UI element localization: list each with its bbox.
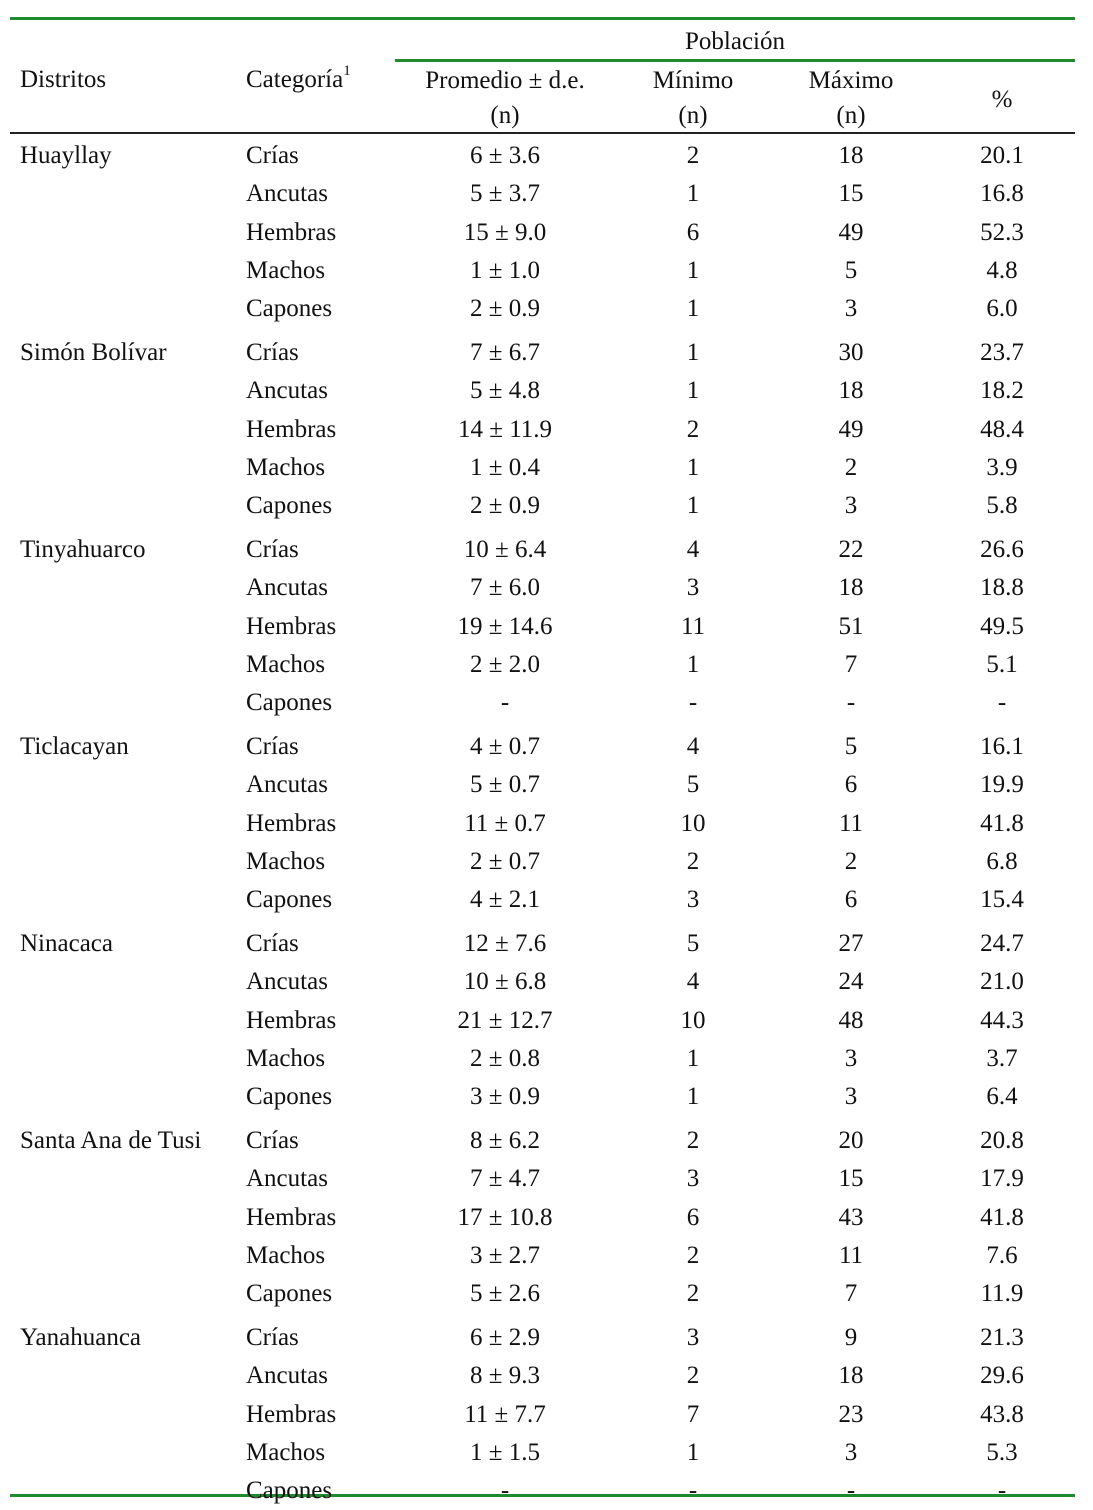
table-row — [0, 569, 1093, 607]
cell-maximo: 49 — [838, 415, 864, 443]
cell-minimo: 2 — [686, 1127, 700, 1154]
cell-promedio: 1 ± 1.0 — [470, 256, 540, 284]
cell-categoria: Capones — [246, 1083, 333, 1111]
cell-minimo: 1 — [686, 295, 700, 323]
cell-percent: 20.8 — [980, 1127, 1024, 1154]
cell-minimo: 5 — [686, 930, 700, 957]
cell-minimo: 6 — [686, 218, 700, 246]
cell-maximo: 9 — [844, 1324, 858, 1351]
table-row — [0, 372, 1093, 410]
cell-percent: 43.8 — [980, 1400, 1024, 1428]
cell-categoria: Machos — [246, 256, 326, 284]
cell-minimo: 6 — [686, 1203, 700, 1231]
cell-promedio: 6 ± 2.9 — [470, 1324, 540, 1351]
cell-maximo: 20 — [838, 1127, 864, 1154]
cell-promedio: 3 ± 0.9 — [470, 1083, 540, 1111]
cell-district: Ticlacayan — [20, 733, 129, 760]
cell-categoria: Capones — [246, 1477, 333, 1505]
cell-maximo: 18 — [838, 377, 864, 405]
cell-percent: 16.8 — [980, 180, 1024, 208]
header-categoria-label: Categoría — [246, 66, 344, 93]
header-promedio-n: (n) — [490, 102, 520, 129]
cell-categoria: Ancutas — [246, 377, 328, 405]
cell-categoria: Ancutas — [246, 180, 328, 208]
table-row — [0, 252, 1093, 290]
cell-percent: 4.8 — [986, 256, 1018, 284]
cell-promedio: 3 ± 2.7 — [470, 1241, 540, 1269]
cell-categoria: Crías — [246, 1127, 299, 1154]
cell-maximo: 3 — [844, 295, 858, 323]
cell-categoria: Crías — [246, 930, 299, 957]
cell-percent: 29.6 — [980, 1362, 1024, 1390]
cell-maximo: 15 — [838, 1165, 864, 1193]
cell-district: Santa Ana de Tusi — [20, 1127, 202, 1154]
cell-categoria: Machos — [246, 453, 326, 481]
cell-minimo: 10 — [680, 809, 706, 837]
cell-minimo: 3 — [686, 574, 700, 602]
cell-minimo: 1 — [686, 339, 700, 366]
cell-promedio: 4 ± 0.7 — [470, 733, 540, 760]
table-row — [0, 646, 1093, 684]
cell-minimo: 1 — [686, 453, 700, 481]
cell-minimo: 1 — [686, 1044, 700, 1072]
cell-promedio: 7 ± 6.0 — [470, 574, 540, 602]
cell-categoria: Crías — [246, 733, 299, 760]
cell-maximo: 7 — [844, 1280, 858, 1308]
cell-categoria: Ancutas — [246, 574, 328, 602]
cell-minimo: 1 — [686, 256, 700, 284]
cell-categoria: Crías — [246, 536, 299, 563]
cell-minimo: 1 — [686, 180, 700, 208]
header-categoria-footnote: 1 — [343, 63, 351, 79]
cell-minimo: 11 — [680, 612, 706, 640]
cell-categoria: Machos — [246, 1241, 326, 1269]
table-row — [0, 487, 1093, 525]
cell-promedio: 2 ± 0.9 — [470, 492, 540, 520]
cell-promedio: 15 ± 9.0 — [463, 218, 547, 246]
cell-percent: 5.8 — [986, 492, 1018, 520]
cell-maximo: 23 — [838, 1400, 864, 1428]
cell-maximo: 7 — [844, 650, 858, 678]
cell-minimo: 1 — [686, 650, 700, 678]
cell-percent: 6.8 — [986, 847, 1018, 875]
cell-categoria: Capones — [246, 1280, 333, 1308]
cell-categoria: Ancutas — [246, 1165, 328, 1193]
table-row — [0, 1199, 1093, 1237]
cell-categoria: Hembras — [246, 1400, 337, 1428]
cell-percent: 18.8 — [980, 574, 1024, 602]
cell-promedio: 14 ± 11.9 — [457, 415, 553, 443]
cell-promedio: 10 ± 6.8 — [463, 968, 547, 996]
table-row — [0, 1319, 1093, 1357]
cell-maximo: 22 — [838, 536, 864, 563]
table-row — [0, 531, 1093, 569]
cell-categoria: Hembras — [246, 612, 337, 640]
cell-categoria: Machos — [246, 1438, 326, 1466]
table-row — [0, 1357, 1093, 1395]
cell-percent: 24.7 — [980, 930, 1024, 957]
header-minimo-n: (n) — [678, 102, 708, 129]
cell-percent: 23.7 — [980, 339, 1024, 366]
cell-categoria: Capones — [246, 492, 333, 520]
cell-promedio: 19 ± 14.6 — [457, 612, 553, 640]
cell-categoria: Crías — [246, 339, 299, 366]
cell-categoria: Hembras — [246, 415, 337, 443]
cell-district: Huayllay — [20, 142, 112, 169]
cell-district: Yanahuanca — [20, 1324, 142, 1351]
header-promedio: Promedio ± d.e. — [425, 67, 585, 94]
table-row — [0, 175, 1093, 213]
cell-categoria: Crías — [246, 1324, 299, 1351]
cell-percent: 15.4 — [980, 886, 1024, 914]
cell-district: Simón Bolívar — [20, 339, 167, 366]
table-row — [0, 1434, 1093, 1472]
cell-percent: 11.9 — [980, 1280, 1024, 1308]
table-row — [0, 766, 1093, 804]
cell-promedio: - — [500, 689, 510, 717]
table-row — [0, 1472, 1093, 1510]
cell-maximo: 15 — [838, 180, 864, 208]
cell-minimo: 4 — [686, 968, 700, 996]
cell-maximo: 5 — [844, 733, 858, 760]
cell-categoria: Hembras — [246, 1006, 337, 1034]
header-distritos: Distritos — [20, 66, 107, 93]
cell-maximo: 18 — [838, 1362, 864, 1390]
cell-promedio: 2 ± 2.0 — [470, 650, 540, 678]
cell-percent: 17.9 — [980, 1165, 1024, 1193]
cell-promedio: 12 ± 7.6 — [463, 930, 547, 957]
cell-promedio: 11 ± 0.7 — [464, 809, 546, 837]
cell-minimo: 1 — [686, 492, 700, 520]
cell-minimo: 2 — [686, 1241, 700, 1269]
cell-district: Tinyahuarco — [20, 536, 146, 563]
cell-maximo: 2 — [844, 847, 858, 875]
cell-promedio: - — [500, 1477, 510, 1505]
cell-minimo: 1 — [686, 377, 700, 405]
cell-percent: - — [997, 1477, 1007, 1505]
cell-percent: - — [997, 689, 1007, 717]
cell-categoria: Capones — [246, 295, 333, 323]
cell-categoria: Ancutas — [246, 771, 328, 799]
cell-minimo: 2 — [686, 1362, 700, 1390]
cell-maximo: 2 — [844, 453, 858, 481]
cell-percent: 6.0 — [986, 295, 1018, 323]
cell-maximo: 3 — [844, 492, 858, 520]
cell-categoria: Capones — [246, 886, 333, 914]
cell-percent: 49.5 — [980, 612, 1024, 640]
cell-categoria: Machos — [246, 650, 326, 678]
cell-maximo: 43 — [838, 1203, 864, 1231]
cell-percent: 3.9 — [986, 453, 1018, 481]
cell-percent: 18.2 — [980, 377, 1024, 405]
table-row — [0, 1122, 1093, 1160]
cell-minimo: 1 — [686, 1083, 700, 1111]
table-row — [0, 1237, 1093, 1275]
cell-promedio: 5 ± 0.7 — [470, 771, 540, 799]
table-row — [0, 1160, 1093, 1198]
cell-percent: 7.6 — [986, 1241, 1018, 1269]
cell-promedio: 2 ± 0.8 — [470, 1044, 540, 1072]
table-row — [0, 1275, 1093, 1313]
cell-promedio: 6 ± 3.6 — [470, 142, 540, 169]
cell-maximo: 30 — [838, 339, 864, 366]
cell-maximo: 48 — [838, 1006, 864, 1034]
cell-maximo: 3 — [844, 1044, 858, 1072]
top-rule — [10, 17, 1075, 20]
cell-percent: 5.1 — [986, 650, 1018, 678]
header-poblacion: Población — [685, 28, 785, 55]
table-row — [0, 925, 1093, 963]
cell-maximo: 6 — [844, 886, 858, 914]
cell-minimo: 4 — [686, 733, 700, 760]
cell-categoria: Hembras — [246, 809, 337, 837]
table-row — [0, 137, 1093, 175]
table-row — [0, 334, 1093, 372]
header-minimo: Mínimo — [652, 67, 734, 94]
cell-categoria: Ancutas — [246, 1362, 328, 1390]
cell-minimo: 3 — [686, 886, 700, 914]
cell-maximo: - — [846, 689, 856, 717]
cell-promedio: 17 ± 10.8 — [457, 1203, 553, 1231]
cell-promedio: 8 ± 6.2 — [470, 1127, 540, 1154]
header-categoria — [246, 65, 351, 95]
cell-percent: 41.8 — [980, 809, 1024, 837]
cell-percent: 19.9 — [980, 771, 1024, 799]
cell-percent: 16.1 — [980, 733, 1024, 760]
cell-promedio: 1 ± 1.5 — [470, 1438, 540, 1466]
cell-percent: 48.4 — [980, 415, 1024, 443]
cell-minimo: - — [688, 1477, 698, 1505]
cell-minimo: 2 — [686, 847, 700, 875]
cell-minimo: 10 — [680, 1006, 706, 1034]
table-row — [0, 411, 1093, 449]
header-maximo-n: (n) — [836, 102, 866, 129]
table-row — [0, 881, 1093, 919]
table-row — [0, 728, 1093, 766]
table-row — [0, 290, 1093, 328]
cell-maximo: 49 — [838, 218, 864, 246]
table-row — [0, 843, 1093, 881]
header-maximo: Máximo — [808, 67, 894, 94]
table-row — [0, 805, 1093, 843]
table-row — [0, 963, 1093, 1001]
cell-district: Ninacaca — [20, 930, 113, 957]
cell-percent: 26.6 — [980, 536, 1024, 563]
cell-minimo: 2 — [686, 415, 700, 443]
cell-categoria: Crías — [246, 142, 299, 169]
cell-promedio: 7 ± 4.7 — [470, 1165, 540, 1193]
cell-promedio: 8 ± 9.3 — [470, 1362, 540, 1390]
cell-maximo: 11 — [838, 809, 864, 837]
cell-maximo: 3 — [844, 1438, 858, 1466]
cell-percent: 44.3 — [980, 1006, 1024, 1034]
cell-minimo: 7 — [686, 1400, 700, 1428]
cell-promedio: 10 ± 6.4 — [463, 536, 547, 563]
cell-promedio: 4 ± 2.1 — [470, 886, 540, 914]
cell-percent: 21.0 — [980, 968, 1024, 996]
cell-categoria: Ancutas — [246, 968, 328, 996]
cell-minimo: 5 — [686, 771, 700, 799]
cell-percent: 6.4 — [986, 1083, 1018, 1111]
cell-maximo: 24 — [838, 968, 864, 996]
cell-maximo: - — [846, 1477, 856, 1505]
cell-maximo: 18 — [838, 142, 864, 169]
cell-categoria: Capones — [246, 689, 333, 717]
cell-maximo: 27 — [838, 930, 864, 957]
table-row — [0, 1040, 1093, 1078]
table-row — [0, 1396, 1093, 1434]
cell-categoria: Hembras — [246, 1203, 337, 1231]
cell-minimo: - — [688, 689, 698, 717]
header-percent: % — [991, 86, 1013, 113]
table-row — [0, 684, 1093, 722]
cell-percent: 5.3 — [986, 1438, 1018, 1466]
cell-maximo: 11 — [838, 1241, 864, 1269]
cell-maximo: 3 — [844, 1083, 858, 1111]
cell-promedio: 5 ± 4.8 — [470, 377, 540, 405]
cell-minimo: 2 — [686, 142, 700, 169]
cell-minimo: 2 — [686, 1280, 700, 1308]
cell-categoria: Machos — [246, 1044, 326, 1072]
poblacion-rule — [395, 59, 1075, 62]
cell-maximo: 5 — [844, 256, 858, 284]
cell-percent: 41.8 — [980, 1203, 1024, 1231]
cell-maximo: 18 — [838, 574, 864, 602]
cell-percent: 52.3 — [980, 218, 1024, 246]
cell-categoria: Machos — [246, 847, 326, 875]
cell-promedio: 5 ± 2.6 — [470, 1280, 540, 1308]
cell-categoria: Hembras — [246, 218, 337, 246]
cell-maximo: 51 — [838, 612, 864, 640]
cell-percent: 3.7 — [986, 1044, 1018, 1072]
cell-minimo: 3 — [686, 1165, 700, 1193]
header-bottom-rule — [10, 132, 1075, 134]
cell-minimo: 3 — [686, 1324, 700, 1351]
cell-promedio: 21 ± 12.7 — [457, 1006, 553, 1034]
cell-maximo: 6 — [844, 771, 858, 799]
cell-promedio: 1 ± 0.4 — [470, 453, 540, 481]
cell-promedio: 11 ± 7.7 — [464, 1400, 546, 1428]
cell-promedio: 2 ± 0.7 — [470, 847, 540, 875]
table-row — [0, 1078, 1093, 1116]
cell-minimo: 1 — [686, 1438, 700, 1466]
cell-promedio: 5 ± 3.7 — [470, 180, 540, 208]
table-row — [0, 449, 1093, 487]
cell-percent: 21.3 — [980, 1324, 1024, 1351]
table-row — [0, 608, 1093, 646]
table-row — [0, 1002, 1093, 1040]
cell-promedio: 7 ± 6.7 — [470, 339, 540, 366]
cell-minimo: 4 — [686, 536, 700, 563]
table-row — [0, 214, 1093, 252]
cell-percent: 20.1 — [980, 142, 1024, 169]
cell-promedio: 2 ± 0.9 — [470, 295, 540, 323]
